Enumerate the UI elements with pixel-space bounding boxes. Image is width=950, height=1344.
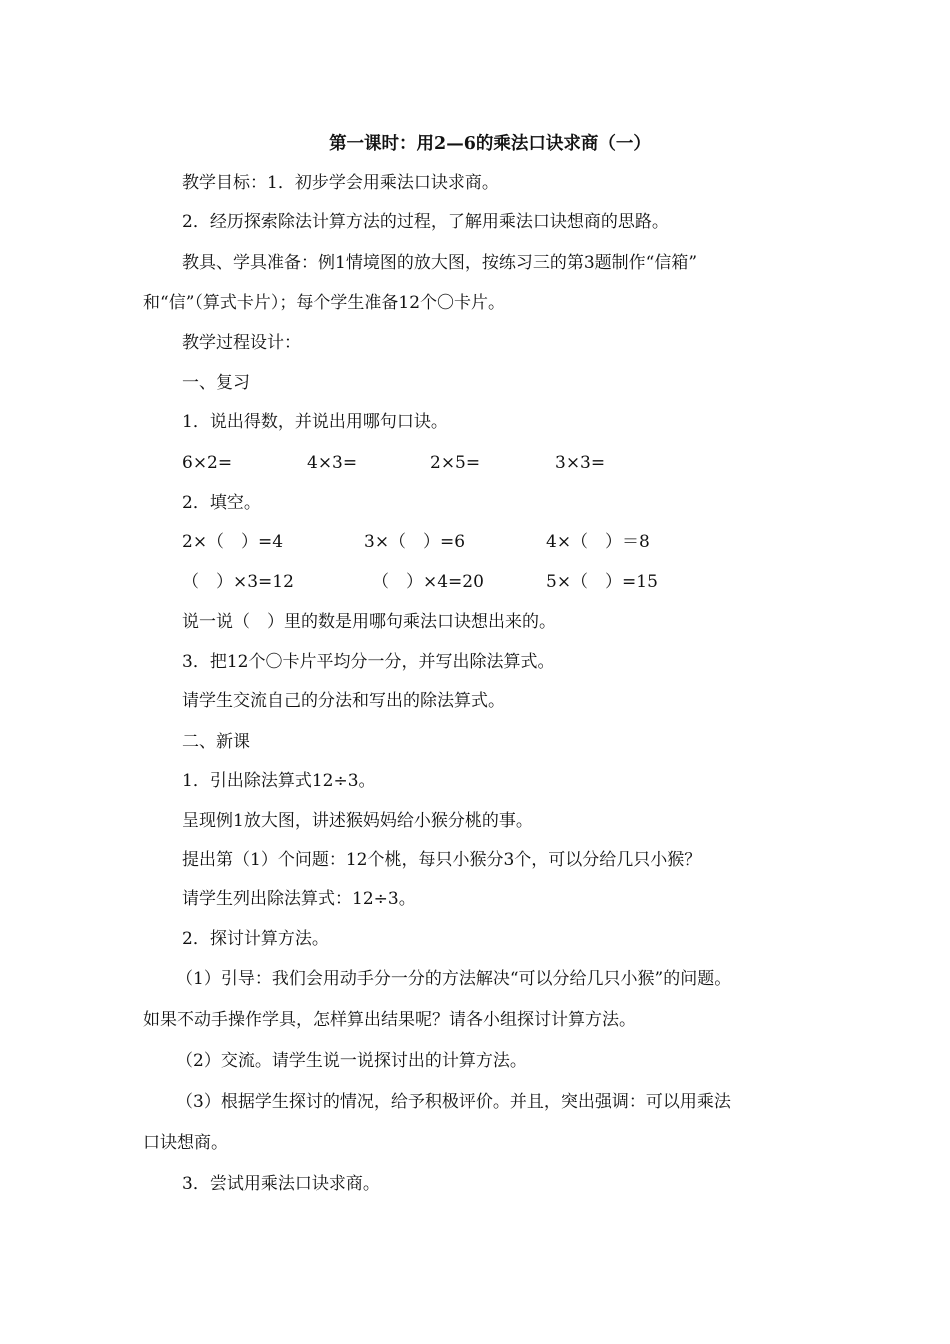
show-line: 呈现例1放大图，讲述猴妈妈给小猴分桃的事。 [182, 811, 533, 831]
communicate-line: （2）交流。请学生说一说探讨出的计算方法。 [176, 1051, 527, 1071]
calc-cell: 6×2= [182, 453, 233, 473]
list-formula-line: 请学生列出除法算式：12÷3。 [182, 889, 416, 909]
question-line: 提出第（1）个问题：12个桃，每只小猴分3个，可以分给几只小猴？ [182, 850, 702, 870]
fill-cell: 2×（ ）=4 [182, 532, 284, 552]
review-item-2: 2．填空。 [182, 493, 261, 513]
lesson-title: 第一课时：用2—6的乘法口诀求商（一） [329, 134, 651, 154]
exchange-line: 请学生交流自己的分法和写出的除法算式。 [182, 691, 505, 711]
fill-cell: 4×（ ）＝8 [546, 532, 650, 552]
fill-cell: （ ）×4=20 [372, 572, 484, 592]
objective-line-2: 2．经历探索除法计算方法的过程，了解用乘法口诀想商的思路。 [182, 212, 669, 232]
calc-cell: 3×3= [555, 453, 606, 473]
fill-cell: 3×（ ）=6 [364, 532, 466, 552]
fill-cell: 5×（ ）=15 [546, 572, 658, 592]
evaluate-line-1: （3）根据学生探讨的情况，给予积极评价。并且，突出强调：可以用乘法 [176, 1092, 731, 1112]
calc-cell: 4×3= [307, 453, 358, 473]
new-lesson-heading: 二、新课 [182, 732, 250, 752]
materials-line-1: 教具、学具准备：例1情境图的放大图，按练习三的第3题制作“信箱” [182, 253, 698, 273]
review-heading: 一、复习 [182, 373, 250, 393]
objective-line-1: 教学目标：1．初步学会用乘法口诀求商。 [182, 173, 499, 193]
say-line: 说一说（ ）里的数是用哪句乘法口诀想出来的。 [182, 612, 556, 632]
review-item-3: 3．把12个〇卡片平均分一分，并写出除法算式。 [182, 652, 555, 672]
guide-line-2: 如果不动手操作学具，怎样算出结果呢？请各小组探讨计算方法。 [143, 1010, 636, 1030]
guide-line-1: （1）引导：我们会用动手分一分的方法解决“可以分给几只小猴”的问题。 [176, 969, 732, 989]
materials-line-2: 和“信”（算式卡片）；每个学生准备12个〇卡片。 [143, 293, 506, 313]
new-lesson-item-3: 3．尝试用乘法口诀求商。 [182, 1174, 380, 1194]
new-lesson-item-1: 1．引出除法算式12÷3。 [182, 771, 376, 791]
process-heading: 教学过程设计： [182, 333, 301, 353]
review-item-1: 1．说出得数，并说出用哪句口诀。 [182, 412, 448, 432]
evaluate-line-2: 口诀想商。 [143, 1133, 228, 1153]
fill-cell: （ ）×3=12 [182, 572, 294, 592]
calc-cell: 2×5= [430, 453, 481, 473]
new-lesson-item-2: 2．探讨计算方法。 [182, 929, 329, 949]
